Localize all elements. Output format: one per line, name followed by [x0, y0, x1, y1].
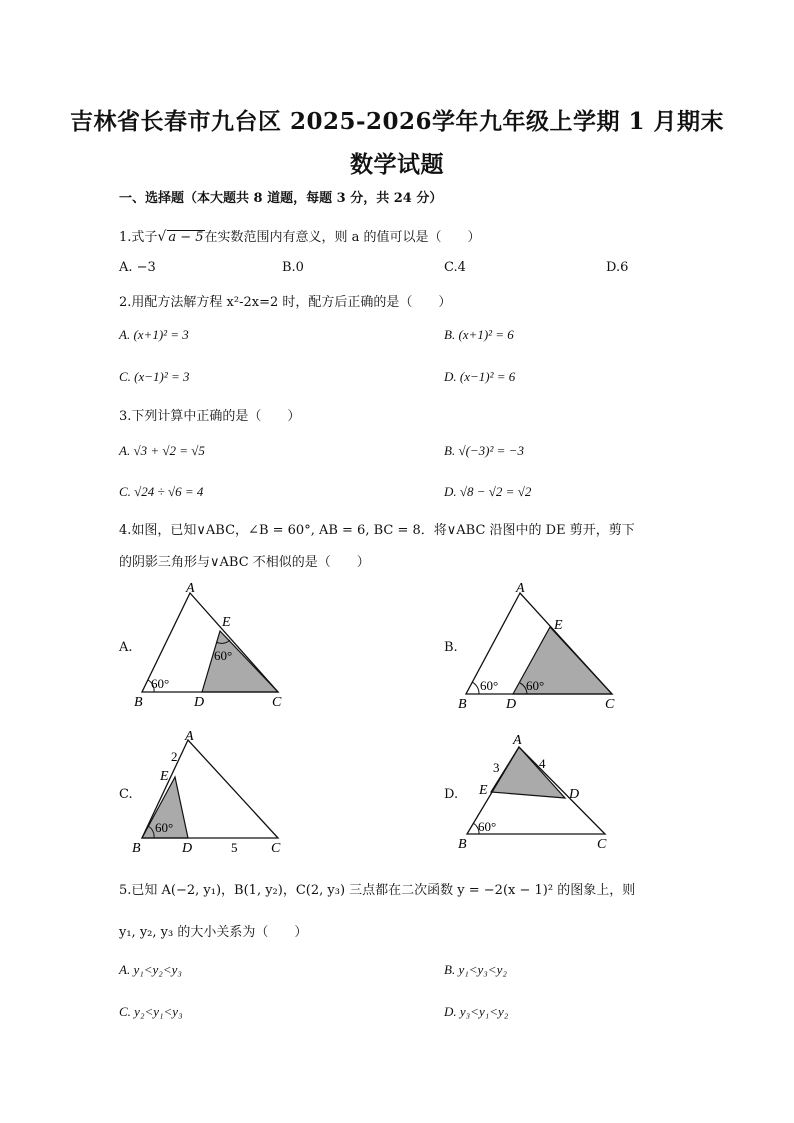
question-4-line2: 的阴影三角形与∨ABC 不相似的是（ ）: [119, 555, 370, 570]
q3-option-c[interactable]: C. √24 ÷ √6 = 4: [119, 484, 204, 499]
sqrt-icon: √: [157, 229, 167, 245]
point-a: A: [513, 733, 522, 748]
point-b: B: [134, 695, 143, 710]
point-c: C: [605, 697, 615, 710]
question-3: 3.下列计算中正确的是（ ）: [119, 409, 301, 424]
angle-d-label: 60°: [526, 678, 545, 693]
section-heading: 一、选择题（本大题共 8 道题，每题 3 分，共 24 分）: [119, 191, 443, 206]
q4-option-c-label[interactable]: C.: [119, 787, 133, 802]
q2-option-b[interactable]: B. (x+1)² = 6: [444, 327, 514, 342]
figure-a: [130, 580, 290, 710]
point-c: C: [272, 695, 282, 710]
point-a: A: [185, 729, 194, 744]
q1-option-a[interactable]: A. −3: [119, 260, 156, 275]
angle-e-label: 60°: [214, 648, 233, 663]
angle-b-label: 60°: [478, 819, 497, 834]
question-4-line1: 4.如图，已知∨ABC，∠B = 60°, AB = 6, BC = 8．将∨ABC 沿图中的 DE 剪开，剪下: [119, 523, 635, 538]
page-subtitle: 数学试题: [350, 151, 444, 178]
q4-option-a-label[interactable]: A.: [119, 640, 133, 655]
q2-option-c[interactable]: C. (x−1)² = 3: [119, 369, 190, 384]
question-2: 2.用配方法解方程 x²-2x=2 时，配方后正确的是（ ）: [119, 295, 452, 310]
q3-option-a[interactable]: A. √3 + √2 = √5: [119, 443, 205, 458]
shaded-triangle: [491, 747, 565, 798]
length-ad: 4: [539, 756, 546, 771]
q4-option-b-label[interactable]: B.: [444, 640, 458, 655]
q1-option-d[interactable]: D.6: [606, 260, 629, 275]
point-d: D: [194, 695, 205, 710]
q1-prefix: 1.式子: [119, 230, 158, 245]
length-ae: 3: [493, 760, 500, 775]
q5-option-d[interactable]: D. y₃<y₁<y₂: [444, 1004, 509, 1019]
q5-option-c[interactable]: C. y₂<y₁<y₃: [119, 1004, 183, 1019]
point-b: B: [458, 837, 467, 852]
point-e: E: [479, 783, 488, 798]
angle-b-label: 60°: [155, 820, 174, 835]
point-e: E: [554, 618, 563, 633]
point-d: D: [569, 787, 580, 802]
q1-radicand: a − 5: [168, 230, 204, 245]
figure-d: [455, 728, 625, 858]
point-a: A: [516, 581, 525, 596]
q3-option-d[interactable]: D. √8 − √2 = √2: [444, 484, 532, 499]
length-dc: 5: [231, 840, 238, 855]
q5-option-b[interactable]: B. y₁<y₃<y₂: [444, 962, 507, 977]
angle-b-label: 60°: [480, 678, 499, 693]
q2-option-d[interactable]: D. (x−1)² = 6: [444, 369, 516, 384]
q4-option-d-label[interactable]: D.: [444, 787, 459, 802]
point-d: D: [182, 841, 193, 856]
q1-option-b[interactable]: B.0: [282, 260, 304, 275]
figure-c: [130, 728, 290, 858]
point-c: C: [597, 837, 607, 852]
point-a: A: [186, 581, 195, 596]
point-d: D: [506, 697, 517, 710]
question-1: [119, 226, 481, 245]
point-e: E: [222, 615, 231, 630]
point-b: B: [132, 841, 141, 856]
point-b: B: [458, 697, 467, 710]
figure-b: [455, 580, 625, 710]
point-e: E: [160, 769, 169, 784]
q1-suffix: 在实数范围内有意义，则 a 的值可以是（ ）: [204, 230, 481, 245]
length-ae: 2: [171, 749, 178, 764]
q2-option-a[interactable]: A. (x+1)² = 3: [119, 327, 189, 342]
q3-option-b[interactable]: B. √(−3)² = −3: [444, 443, 524, 458]
page-title: 吉林省长春市九台区 2025-2026学年九年级上学期 1 月期末: [69, 108, 725, 135]
q5-option-a[interactable]: A. y₁<y₂<y₃: [119, 962, 182, 977]
point-c: C: [271, 841, 281, 856]
question-5-line1: 5.已知 A(−2, y₁)，B(1, y₂)，C(2, y₃) 三点都在二次函数 y = −2(x − 1)² 的图象上，则: [119, 883, 636, 898]
angle-b-label: 60°: [151, 676, 170, 691]
q1-option-c[interactable]: C.4: [444, 260, 466, 275]
question-5-line2: y₁, y₂, y₃ 的大小关系为（ ）: [119, 925, 308, 940]
